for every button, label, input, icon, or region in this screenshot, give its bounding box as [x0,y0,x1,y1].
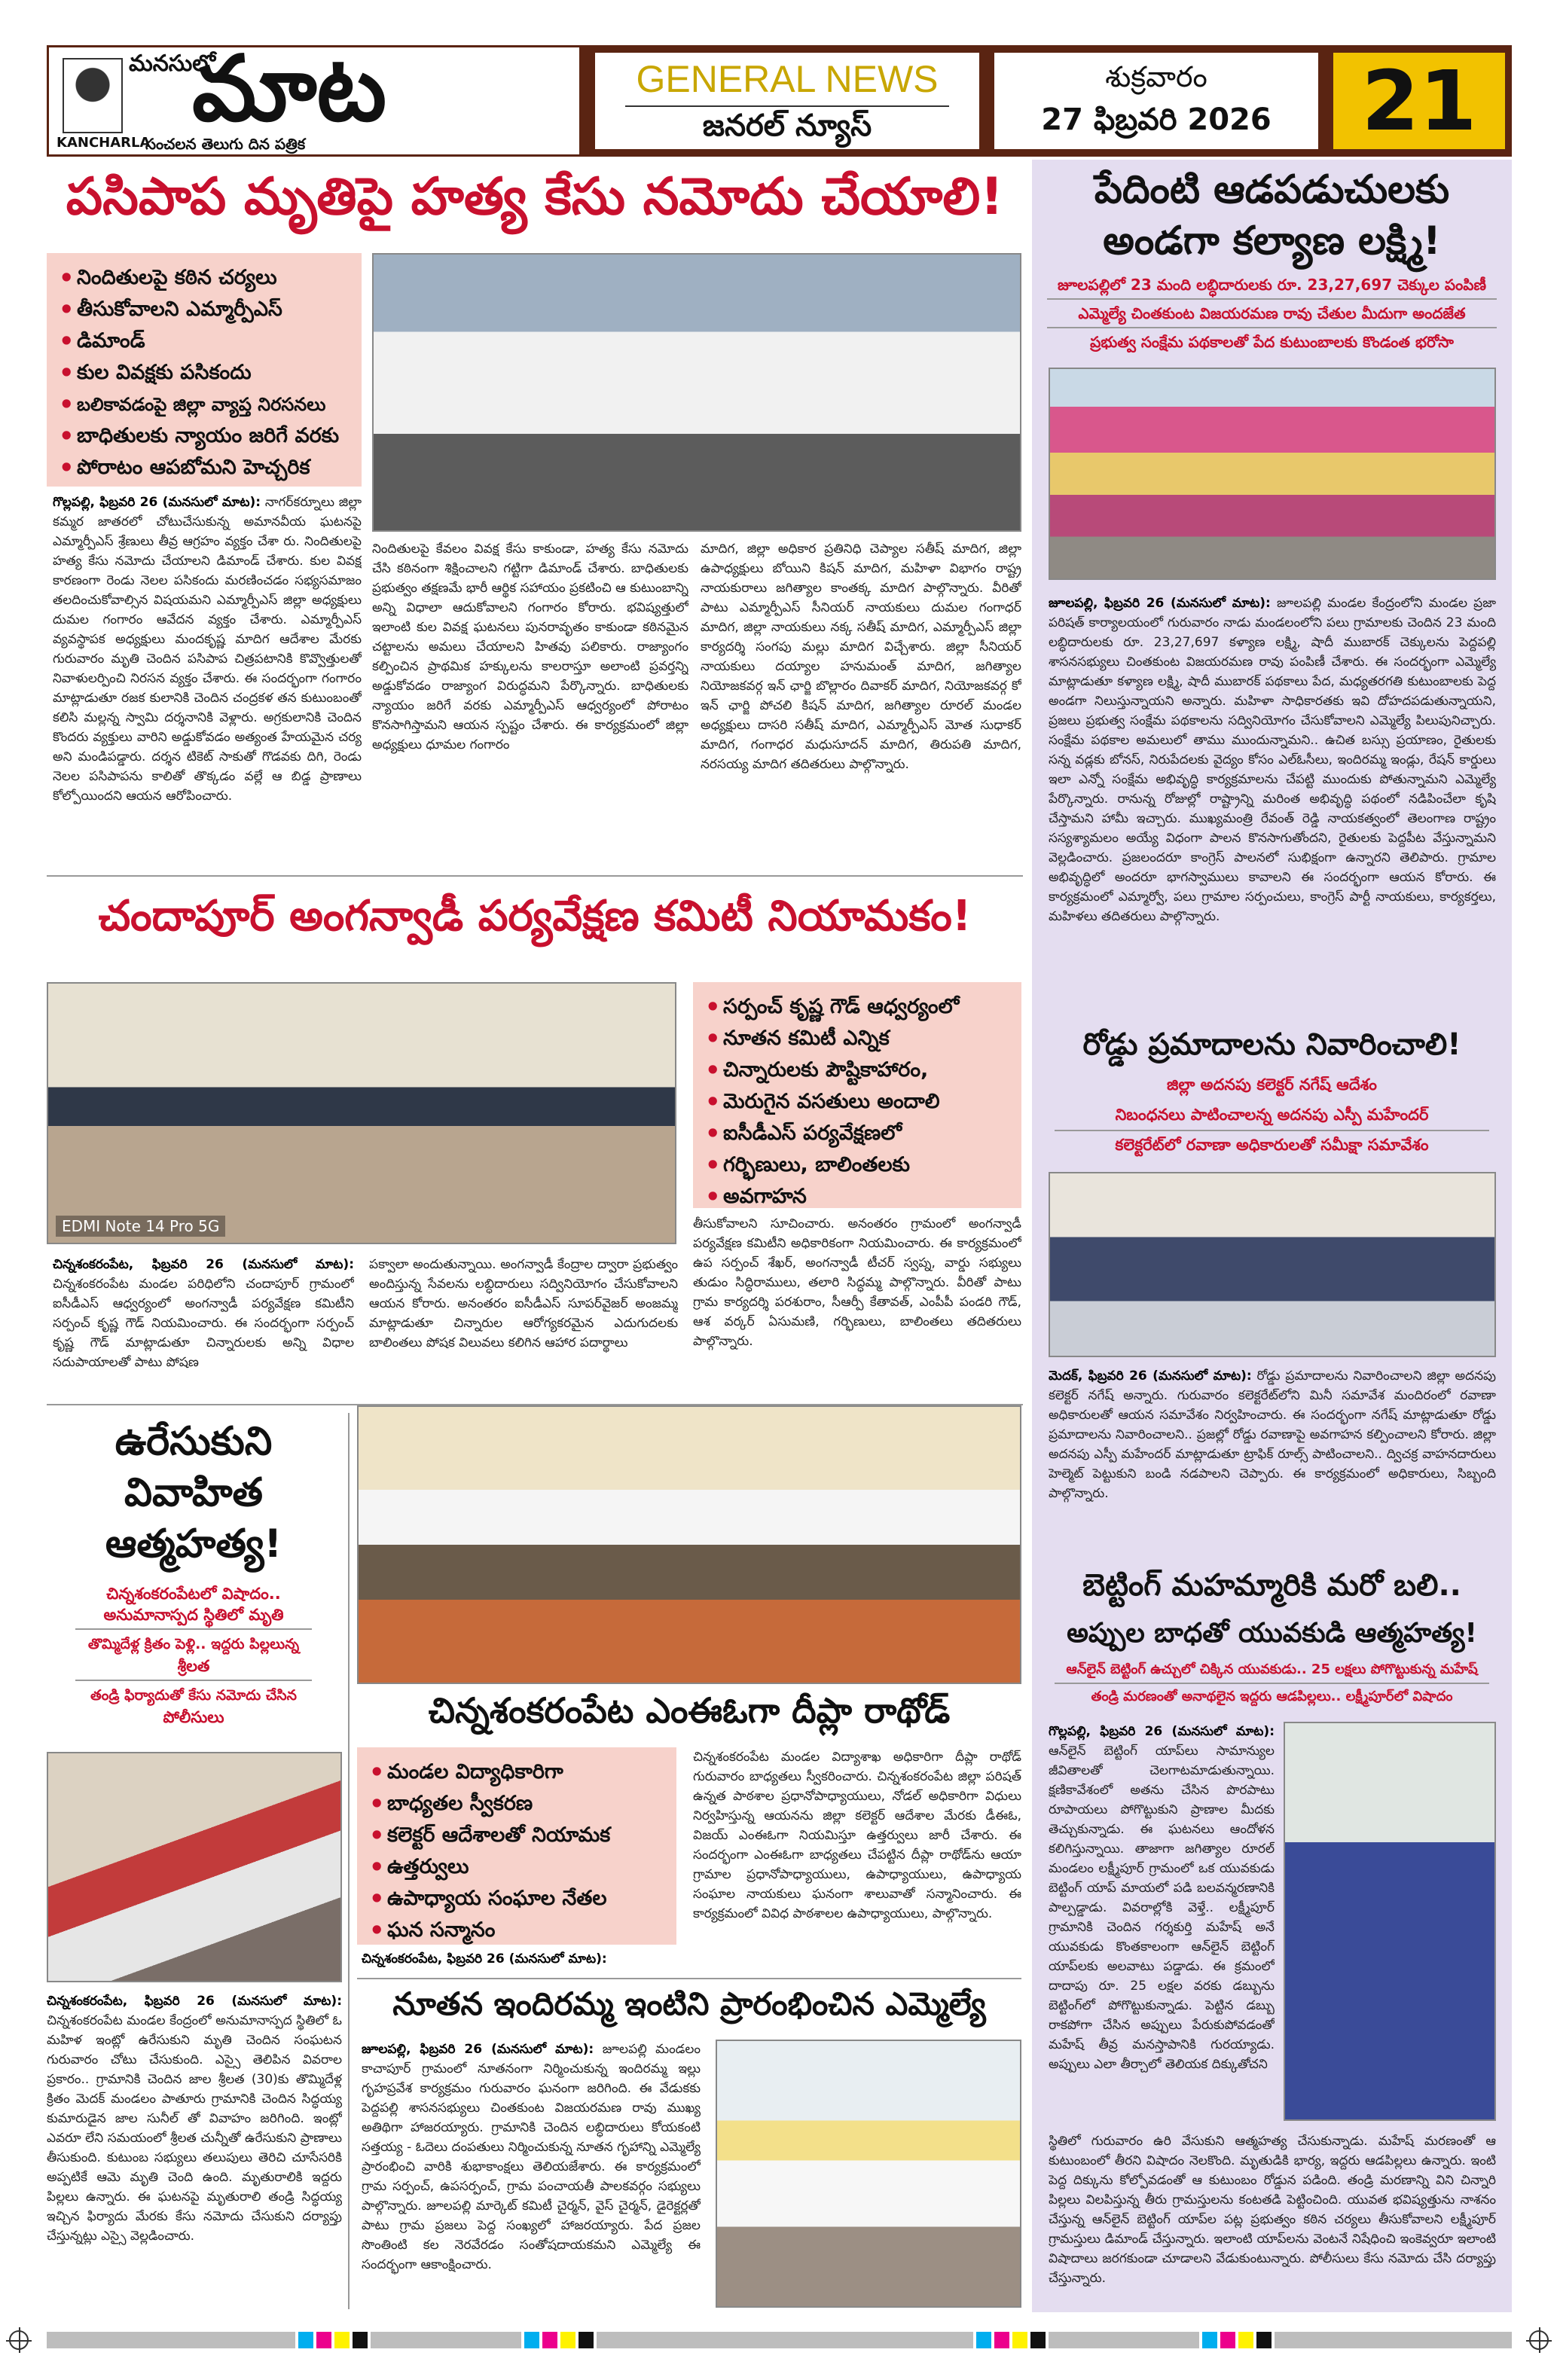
story4-dateline: మెదక్, ఫిబ్రవరి 26 (మనసులో మాట): [1049,1368,1252,1384]
story1-bullet: • నిందితులపై కఠిన చర్యలు [57,262,351,294]
story1-bullets [47,253,362,487]
story5-headline-1: ఉరేసుకుని [114,1419,273,1464]
story1-col2: నిందితులపై కేవలం వివక్ష కేసు కాకుండా, హత్య కేసు నమోదు చేసి కఠినంగా శిక్షించాలని గట్టిగా డిమాండ్ చేశారు. బాధితులకు ప్రభుత్వం తక్షణమే భారీ ఆర్థిక సహాయం ప్రకటించి ఆ కుటుంబాన్ని అన్ని విధాలా ఆదుకోవాలని గంగారం కోరారు. భవిష్యత్తులో ఇలాంటి కుల వివక్ష ఘటనలు పునరావృతం కాకుండా కఠినమైన చట్టాలను అమలు చేయాలని హితవు పలికారు. రాజ్యాంగం కల్పించిన ప్రాథమిక హక్కులను కాలరాస్తూ అలాంటి ప్రవర్తన్ని అడ్డుకోవడం రాజ్యాంగ విరుద్ధమని పేర్కొన్నారు. బాధితులకు న్యాయం జరిగే వరకు ఎమ్మార్పీఎస్ ఆధ్వర్యంలో పోరాటం కొనసాగిస్తామని ఆయన స్పష్టం చేశారు. ఈ కార్యక్రమంలో జిల్లా అధ్యక్షులు ధూమల గంగారం [372,542,688,752]
story3-photo [47,982,676,1244]
story4-body-text: రోడ్డు ప్రమాదాలను నివారించాలని జిల్లా అదనపు కలెక్టర్ నగేష్ అన్నారు. గురువారం కలెక్టరేట్‌లోని మినీ సమావేశ మందిరంలో రవాణా అధికారులతో ఆయన సమావేశం నిర్వహించారు. ఈ సందర్భంగా నగేష్ మాట్లాడుతూ రోడ్డు ప్రమాదాలను నివారించాలని.. ప్రజల్లో రోడ్డు రవాణాపై అవగాహన కల్పించాలని కోరారు. జిల్లా అదనపు ఎస్పీ మహేందర్ మాట్లాడుతూ ట్రాఫిక్ రూల్స్ పాటించాలని.. ద్విచక్ర వాహనదారులు హెల్మెట్ పెట్టుకుని బండి నడపాలని చెప్పారు. ఈ కార్యక్రమంలో అధికారులు, సిబ్బంది పాల్గొన్నారు. [1049,1368,1496,1501]
story3-col2: పక్వాలా అందుతున్నాయి. అంగన్వాడీ కేంద్రాల ద్వారా ప్రభుత్వం అందిస్తున్న సేవలను లబ్ధిదారులు సద్వినియోగం చేసుకోవాలని ఆయన కోరారు. అనంతరం ఐసీడీఎస్ సూపర్‌వైజర్ అంజమ్మ మాట్లాడుతూ చిన్నారుల ఆరోగ్యకరమైన ఎదుగుదలకు బాలింతలు పోషక విలువలు కలిగిన ఆహార పదార్థాలు [369,1257,678,1350]
story3-bullet: • ఐసీడీఎస్ పర్యవేక్షణలో [704,1118,1011,1149]
story1-bullet: • బలికావడంపై జిల్లా వ్యాప్త నిరసనలు [57,389,351,420]
story3-bullet: • సర్పంచ్ కృష్ణ గౌడ్ ఆధ్వర్యంలో [704,991,1011,1023]
story7-dateline: జూలపల్లి, ఫిబ్రవరి 26 (మనసులో మాట): [362,2042,594,2057]
story8-headline-2: అప్పుల బాధతో యువకుడి ఆత్మహత్య! [1067,1618,1477,1649]
page-number-box [1333,53,1505,149]
story2-sub3: ప్రభుత్వ సంక్షేమ పథకాలతో పేద కుటుంబాలకు కొండంత భరోసా [1090,333,1454,351]
story1-bullet: • బాధితులకు న్యాయం జరిగే వరకు [57,420,351,452]
logo-small-text: మనసులో [129,50,216,77]
story6-bullet: • మండల విద్యాధికారిగా [368,1756,666,1788]
rule-left-column [348,1413,350,2309]
color-bar-cyan-2 [524,2332,539,2348]
story1-col1-text: నాగర్‌కర్నూలు జిల్లా కమ్మర జాతరలో చోటుచేసుకున్న అమానవీయ ఘటనపై ఎమ్మార్పీఎస్ శ్రేణులు తీవ్ర ఆగ్రహం వ్యక్తం చేశా రు. నిందితులపై హత్య కేసు నమోదు చేయాలని డిమాండ్ చేశారు. కుల వివక్ష కారణంగా రెండు నెలల పసికందు మరణించడం సభ్యసమాజం తలదించుకోవాల్సిన విషయమని ఎమ్మార్పీఎస్ జిల్లా అధ్యక్షులు దుమల గంగారం ఆవేదన వ్యక్తం చేశారు. ఎమ్మార్పీఎస్ వ్యవస్థాపక అధ్యక్షులు మందకృష్ణ మాదిగ ఆదేశాల మేరకు గురువారం మృతి చెందిన పసిపాప చిత్రపటానికి కొవ్వొత్తులతో నివాళులర్పించి నిరసన వ్యక్తం చేశారు. ఈ సందర్భంగా గంగారం మాట్లాడుతూ రజక కులానికి చెందిన చంద్రకళ తన కుటుంబంతో కలిసి మల్లన్న స్వామి దర్శనానికి వెళ్లారు. అగ్రకులానికి చెందిన కొందరు వ్యక్తులు వారిని అడ్డుకోవడం అత్యంత హేయమైన చర్య అని మండిపడ్డారు. దర్శన టికెట్ సాకుతో గొడవకు దిగి, రెండు నెలల పసిపాపను కాలితో తొక్కడం వల్లే ఆ బిడ్డ ప్రాణాలు కోల్పోయిందని ఆయన ఆరోపించారు. [53,495,362,804]
story6-bullets [357,1747,676,1945]
story6-bullet: • ఘన సన్మానం [368,1915,666,1946]
story1-col1 [53,493,362,865]
story5-sub1: చిన్నశంకరంపేటలో విషాదం.. [106,1585,281,1603]
registration-mark-right [1529,2330,1549,2350]
story3-col1-text: చిన్నశంకరంపేట మండల పరిధిలోని చందాపూర్ గ్రామంలో ఐసీడీఎస్ ఆధ్వర్యంలో అంగన్వాడీ పర్యవేక్షణ కమిటీని సర్పంచ్ కృష్ణ గౌడ్ నియమించారు. ఈ సందర్భంగా సర్పంచ్ కృష్ణ గౌడ్ మాట్లాడుతూ చిన్నారులకు అన్ని విధాల సదుపాయాలతో పాటు పోషణ [53,1277,354,1370]
date-block [994,53,1318,149]
story4-sub-rule [1055,1130,1489,1131]
story2-body [1049,593,1496,1015]
story7-headline: నూతన ఇందిరమ్మ ఇంటిని ప్రారంభించిన ఎమ్మెల్యే [392,1985,986,2022]
story1-bullet: • డిమాండ్ [57,325,351,357]
story2-sub2: ఎమ్మెల్యే చింతకుంట విజయరమణ రావు చేతుల మీదుగా అందజేత [1078,304,1466,322]
story5-sub4: శ్రీలత [177,1657,210,1675]
story3-dateline: చిన్నశంకరంపేట, ఫిబ్రవరి 26 (మనసులో మాట): [53,1257,354,1272]
color-bar-black-4 [1256,2332,1272,2348]
story3-col3: తీసుకోవాలని సూచించారు. అనంతరం గ్రామంలో అంగన్వాడీ పర్యవేక్షణ కమిటీని అధికారికంగా నియమించారు. ఈ కార్యక్రమంలో ఉప సర్పంచ్ శేఖర్, అంగన్వాడీ టీచర్ స్వప్న, వార్డు సభ్యులు తుడుం సిద్ధిరాములు, తలారి సిద్ధమ్మ పాల్గొన్నారు. వీరితో పాటు గ్రామ కార్యదర్శి పరశురాం, సీఆర్పీ కేతావత్, ఎంపీపీ పండరి గౌడ్, ఆశ వర్కర్ ఏసుమణి, గర్భిణులు, బాలింతలు తదితరులు పాల్గొన్నారు. [693,1216,1021,1349]
story5-sub2: అనుమానాస్పద స్థితిలో మృతి [103,1606,284,1624]
story3-bullet: • మెరుగైన వసతులు అందాలి [704,1086,1011,1118]
story4-sub1: జిల్లా అదనపు కలెక్టర్ నగేష్ ఆదేశం [1167,1076,1377,1094]
page-number: 21 [1361,53,1477,149]
color-bar-yellow [334,2332,350,2348]
story8-portrait-photo [1284,1722,1496,2121]
story7-body-text: జూలపల్లి మండలం కాచాపూర్ గ్రామంలో నూతనంగా నిర్మించుకున్న ఇందిరమ్మ ఇల్లు గృహప్రవేశ కార్యక్రమం గురువారం ఘనంగా జరిగింది. ఈ వేడుకకు పెద్దపల్లి శాసనసభ్యులు చింతకుంట విజయరమణ రావు ముఖ్య అతిథిగా హాజరయ్యారు. గ్రామానికి చెందిన లబ్ధిదారులు కోయకంటి సత్తయ్య - ఓదెలు దంపతులు నిర్మించుకున్న నూతన గృహాన్ని ఎమ్మెల్యే ప్రారంభించి వారికి శుభాకాంక్షలు తెలియజేశారు. ఈ కార్యక్రమంలో గ్రామ సర్పంచ్, ఉపసర్పంచ్, గ్రామ పంచాయతీ పాలకవర్గం సభ్యులు పాల్గొన్నారు. జూలపల్లి మార్కెట్ కమిటీ చైర్మన్, వైస్ చైర్మన్, డైరెక్టర్లతో పాటు గ్రామ ప్రజలు పెద్ద సంఖ్యలో హాజరయ్యారు. పేద ప్రజల సొంతింటి కల నెరవేరడం సంతోషదాయకమని ఎమ్మెల్యే ఈ సందర్భంగా ఆకాంక్షించారు. [362,2042,701,2272]
color-bar-cyan-3 [976,2332,991,2348]
story8-sub-rule [1055,1683,1489,1684]
story1-col3: మాదిగ, జిల్లా అధికార ప్రతినిధి చెప్యాల సతీష్ మాదిగ, జిల్లా ఉపాధ్యక్షులు బోయిని కిషన్ మాదిగ, మహిళా విభాగం రాష్ట్ర నాయకురాలు జగిత్యాల కాంతక్క మాదిగ పాల్గొన్నారు. వీరితో పాటు ఎమ్మార్పీఎస్ సీనియర్ నాయకులు దుమల గంగాధర్ మాదిగ, జిల్లా నాయకులు నక్క సతీష్ మాదిగ, ఎమ్మార్పీఎస్ జిల్లా కార్యదర్శి సంగపు మల్లు మాదిగ విచ్చేశారు. జిల్లా సీనియర్ నాయకులు దయ్యాల హనుమంత్ మాదిగ, జగిత్యాల నియోజకవర్గ ఇన్ ఛార్జి బొల్లారం దివాకర్ మాదిగ, నియోజకవర్గ కో ఇన్ ఛార్జి పోచలి కిషన్ మాదిగ, జగిత్యాల రూరల్ మండల అధ్యక్షులు దాసరి సతీష్ మాదిగ, ఎమ్మార్పీఎస్ మోత సుధాకర్ మాదిగ, గంగాధర మధుసూదన్ మాదిగ, తిరుపతి మాదిగ, నరసయ్య మాదిగ తదితరులు పాల్గొన్నారు. [701,542,1021,772]
logo-main-text: మాట [192,37,387,142]
story3-headline: చందాపూర్ అంగన్వాడీ పర్యవేక్షణ కమిటీ నియామకం! [98,892,972,941]
story8-body-narrow-text: ఆన్‌లైన్ బెట్టింగ్ యాప్‌లు సామాన్యుల జీవితాలతో చెలగాటమాడుతున్నాయి. క్షణికావేశంలో అతను చేసిన పొరపాటు రూపాయలు పోగొట్టుకుని ప్రాణాల మీదకు తెచ్చుకున్నాడు. ఈ ఘటనలు ఆందోళన కలిగిస్తున్నాయి. తాజాగా జగిత్యాల రూరల్ మండలం లక్ష్మీపూర్ గ్రామంలో ఒక యువకుడు బెట్టింగ్ యాప్ మాయలో పడి బలవన్మరణానికి పాల్పడ్డాడు. వివరాల్లోకి వెళ్తే.. లక్ష్మీపూర్ గ్రామానికి చెందిన గర్శకుర్తి మహేష్ అనే యువకుడు కొంతకాలంగా ఆన్‌లైన్ బెట్టింగ్ యాప్‌లకు అలవాటు పడ్డాడు. ఈ క్రమంలో దాదాపు రూ. 25 లక్షల వరకు డబ్బును బెట్టింగ్‌లో పోగొట్టుకున్నాడు. పెట్టిన డబ్బు రాకపోగా చేసిన అప్పులు పేరుకుపోవడంతో మహేష్ తీవ్ర మనస్తాపానికి గురయ్యాడు. అప్పులు ఎలా తీర్చాలో తెలియక దిక్కుతోచని [1049,1744,1275,2072]
story1-bullet: • కుల వివక్షకు పసికందు [57,357,351,389]
color-bar-magenta [316,2332,331,2348]
story2-headline-2: అండగా కల్యాణ లక్ష్మి! [1103,218,1441,264]
story1-dateline: గొల్లపల్లి, ఫిబ్రవరి 26 (మనసులో మాట): [53,495,261,510]
story4-headline: రోడ్డు ప్రమాదాలను నివారించాలి! [1082,1027,1461,1062]
story7-body [362,2040,701,2308]
color-bar-gray-3 [597,2332,973,2348]
story5-headline-3: ఆత్మహత్య! [105,1521,282,1567]
color-bar-black [353,2332,368,2348]
color-bar-yellow-4 [1238,2332,1253,2348]
section-title-en: GENERAL NEWS [636,58,939,100]
story8-body-wide: స్థితిలో గురువారం ఉరి వేసుకుని ఆత్మహత్య చేసుకున్నాడు. మహేష్ మరణంతో ఆ కుటుంబంలో తీరని విషాదం నెలకొంది. మృతుడికి భార్య, ఇద్దరు ఆడపిల్లలు ఉన్నారు. ఇంటి పెద్ద దిక్కును కోల్పోవడంతో ఆ కుటుంబం రోడ్డున పడింది. తండ్రి మరణాన్ని విని చిన్నారి పిల్లలు విలపిస్తున్న తీరు గ్రామస్తులను కంటతడి పెట్టించింది. యువత భవిష్యత్తును నాశనం చేస్తున్న ఆన్‌లైన్ బెట్టింగ్ యాప్‌ల పట్ల ప్రభుత్వం కఠిన చర్యలు తీసుకోవాలని లక్ష్మీపూర్ గ్రామస్తులు డిమాండ్ చేస్తున్నారు. ఇలాంటి యాప్‌లను వెంటనే నిషేధించి ఇంకెవ్వరూ ఇలాంటి విషాదాలు జరగకుండా చూడాలని వేడుకుంటున్నారు. పోలీసులు కేసు నమోదు చేసి దర్యాప్తు చేస్తున్నారు. [1049,2134,1496,2286]
story1-bullet: • తీసుకోవాలని ఎమ్మార్పీఎస్ [57,294,351,325]
section-title-te: జనరల్ న్యూస్ [702,108,872,143]
date-text: 27 ఫిబ్రవరి 2026 [1041,102,1272,137]
story3-bullet: • గర్భిణులు, బాలింతలకు [704,1149,1011,1181]
story6-bullet: • ఉత్తర్వులు [368,1851,666,1883]
color-bar-gray-4 [1049,2332,1199,2348]
color-bar-cyan [298,2332,313,2348]
story1-bullet: • పోరాటం ఆపబోమని హెచ్చరిక [57,452,351,484]
story2-photo [1049,368,1496,580]
color-bar-magenta-3 [994,2332,1009,2348]
story3-bullet: • అవగాహన [704,1181,1011,1213]
story6-headline: చిన్నశంకరంపేట ఎంఈఓగా దీప్లా రాథోడ్ [428,1690,951,1731]
color-bar-magenta-2 [542,2332,557,2348]
story4-body [1049,1366,1496,1555]
story4-sub3: కలెక్టరేట్‌లో రవాణా అధికారులతో సమీక్షా సమావేశం [1115,1136,1429,1154]
story3-photo-caption: EDMI Note 14 Pro 5G [56,1216,225,1237]
rule-story6-bottom [357,1978,1021,1979]
story5-body [47,1991,342,2308]
story3-bullet: • నూతన కమిటీ ఎన్నిక [704,1023,1011,1054]
color-bar-black-3 [1030,2332,1046,2348]
story8-sub1: ఆన్‌లైన్ బెట్టింగ్ ఉచ్చులో చిక్కిన యువకుడు.. 25 లక్షలు పోగొట్టుకున్న మహేష్ [1066,1661,1478,1677]
color-bar-gray-5 [1275,2332,1512,2348]
story5-photo [47,1752,342,1982]
story2-sub-rule-1 [1047,298,1497,300]
story5-sub5: తండ్రి ఫిర్యాదుతో కేసు నమోదు చేసిన [90,1687,297,1704]
story1-headline: పసిపాప మృతిపై హత్య కేసు నమోదు చేయాలి! [66,167,1004,227]
story3-bullet: • చిన్నారులకు పౌష్టికాహారం, [704,1054,1011,1086]
story5-sub-rule-2 [75,1680,312,1681]
logo-block [47,37,582,157]
color-bar-gray-1 [47,2332,295,2348]
registration-mark-left [9,2330,29,2350]
logo-tagline: సంచలన తెలుగు దిన పత్రిక [145,135,306,153]
color-bar-yellow-3 [1012,2332,1027,2348]
story5-sub-rule-1 [75,1628,312,1630]
color-bar-gray-2 [371,2332,521,2348]
story6-dateline-block [362,1949,673,1973]
color-bar-magenta-4 [1220,2332,1235,2348]
story8-dateline: గొల్లపల్లి, ఫిబ్రవరి 26 (మనసులో మాట): [1049,1724,1275,1739]
story2-sub1: జూలపల్లిలో 23 మంది లబ్ధిదారులకు రూ. 23,27,697 చెక్కుల పంపిణీ [1058,276,1486,294]
color-bar-yellow-2 [560,2332,575,2348]
story1-photo [372,253,1021,532]
rule-story1-bottom [47,875,1023,877]
story2-body-text: జూలపల్లి మండల కేంద్రంలోని మండల ప్రజా పరిషత్ కార్యాలయంలో గురువారం నాడు మండలంలోని పలు గ్రామాలకు చెందిన 23 మంది లబ్ధిదారులకు రూ. 23,27,697 కళ్యాణ లక్ష్మి, షాదీ ముబారక్ చెక్కులను పెద్దపల్లి శాసనసభ్యులు చింతకుంట విజయరమణ రావు పంపిణీ చేశారు. ఈ సందర్భంగా ఎమ్మెల్యే మాట్లాడుతూ కళ్యాణ లక్ష్మి, షాదీ ముబారక్ పథకాలు పేద, మధ్యతరగతి కుటుంబాలకు పెద్ద అండగా నిలుస్తున్నాయని అన్నారు. మహిళా సాధికారతకు ఇవి దోహదపడుతున్నాయని, ప్రజలు ప్రభుత్వ సంక్షేమ పథకాలను సద్వినియోగం చేసుకోవాలని ఎమ్మెల్యే పిలుపునిచ్చారు. సంక్షేమ పథకాల అమలులో తాము ముందున్నామని.. ఉచిత బస్సు ప్రయాణం, రైతులకు సన్న వడ్లకు బోనస్, నిరుపేదలకు వైద్యం కోసం ఎల్ఓసీలు, ఇందిరమ్మ ఇండ్లు, రేషన్ కార్డులు ఇలా ఎన్నో సంక్షేమ అభివృద్ధి కార్యక్రమాలను చేపట్టి ముందుకు పోతున్నామని ఎమ్మెల్యే పేర్కొన్నారు. రానున్న రోజుల్లో రాష్ట్రాన్ని మరింత అభివృద్ధి పథంలో నడిపించేలా కృషి చేస్తామని హామీ ఇచ్చారు. ముఖ్యమంత్రి రేవంత్ రెడ్డి నాయకత్వంలో తెలంగాణ రాష్ట్రం సస్యశ్యామలం అయ్యే విధంగా పాలన కొనసాగుతోందని, రైతులకు పెద్దపీట వేస్తున్నామని వెల్లడించారు. ప్రజలందరూ కాంగ్రెస్ పాలనలో సుభిక్షంగా ఉన్నారని తెలిపారు. గ్రామాల అభివృద్ధిలో అందరూ భాగస్వాములు కావాలని ఈ సందర్భంగా ఆయన కోరారు. ఈ కార్యక్రమంలో ఎమ్మార్వో, పలు గ్రామాల సర్పంచులు, కాంగ్రెస్ పార్టీ నాయకులు, కార్యకర్తలు, మహిళలు తదితరులు పాల్గొన్నారు. [1049,596,1496,924]
story5-sub3: తొమ్మిదేళ్ల క్రితం పెళ్లి.. ఇద్దరు పిల్లలున్న [87,1636,300,1652]
story6-bullet: • ఉపాధ్యాయ సంఘాల నేతల [368,1883,666,1915]
story5-body-text: చిన్నశంకరంపేట మండల కేంద్రంలో అనుమానాస్పద స్థితిలో ఓ మహిళ ఇంట్లో ఉరేసుకుని మృతి చెందిన సంఘటన గురువారం చోటు చేసుకుంది. ఎస్సై తెలిపిన వివరాల ప్రకారం.. గ్రామానికి చెందిన జాల శ్రీలత (30)కు తొమ్మిదేళ్ల క్రితం మెదక్ మండలం పాతూరు గ్రామానికి చెందిన సిద్ధయ్య కుమారుడైన జాల సునీల్ తో వివాహం జరిగింది. ఇంట్లో ఎవరూ లేని సమయంలో శ్రీలత చున్నీతో ఉరేసుకుని ప్రాణాలు తీసుకుంది. కుటుంబ సభ్యులు తలుపులు తెరిచి చూసేసరికి అప్పటికే ఆమె మృతి చెంది ఉంది. మృతురాలికి ఇద్దరు పిల్లలు ఉన్నారు. ఈ ఘటనపై మృతురాలి తండ్రి సిద్ధయ్య ఇచ్చిన ఫిర్యాదు మేరకు కేసు నమోదు చేసుకుని దర్యాప్తు చేస్తున్నట్లు ఎస్సై వెల్లడించారు. [47,2013,342,2244]
logo-brand: KANCHARLA [56,135,151,151]
story3-bullets [693,982,1021,1208]
story2-dateline: జూలపల్లి, ఫిబ్రవరి 26 (మనసులో మాట): [1049,596,1271,611]
story5-headline-2: వివాహిత [124,1470,264,1515]
logo-portrait [63,58,123,133]
story6-bullet: • కలెక్టర్ ఆదేశాలతో నియామక [368,1820,666,1851]
section-divider [625,105,949,107]
story6-photo [357,1405,1021,1684]
color-bar-black-2 [579,2332,594,2348]
story2-headline: పేదింటి ఆడపడుచులకు [1094,167,1450,212]
story6-dateline: చిన్నశంకరంపేట, ఫిబ్రవరి 26 (మనసులో మాట): [362,1951,607,1967]
story8-sub2: తండ్రి మరణంతో అనాథలైన ఇద్దరు ఆడపిల్లలు.. లక్ష్మీపూర్‌లో విషాదం [1091,1689,1453,1704]
story5-dateline: చిన్నశంకరంపేట, ఫిబ్రవరి 26 (మనసులో మాట): [47,1994,342,2009]
story5-sub6: పోలీసులు [163,1708,224,1726]
story6-body: చిన్నశంకరంపేట మండల విద్యాశాఖ అధికారిగా దీప్లా రాథోడ్ గురువారం బాధ్యతలు స్వీకరించారు. చిన్నశంకరంపేట జిల్లా పరిషత్ ఉన్నత పాఠశాల ప్రధానోపాధ్యాయులు, నోడల్ అధికారిగా విధులు నిర్వహిస్తున్న ఆయనను జిల్లా కలెక్టర్ ఆదేశాల మేరకు డీఈఓ, విజయ్ ఎంఈఓగా నియమిస్తూ ఉత్తర్వులు జారీ చేశారు. ఈ సందర్భంగా ఎంఈఓగా బాధ్యతలు చేపట్టిన దీప్లా రాథోడ్‌ను ఆయా గ్రామాల ప్రధానోపాధ్యాయులు, ఉపాధ్యాయులు, ఉపాధ్యాయ సంఘాల నాయకులు ఘనంగా శాలువాతో సన్మానించారు. ఈ కార్యక్రమంలో వివిధ పాఠశాలల ఉపాధ్యాయులు, పాల్గొన్నారు. [693,1750,1021,1921]
story4-sub2: నిబంధనలు పాటించాలన్న అదనపు ఎస్పీ మహేందర్ [1115,1106,1429,1124]
day-text: శుక్రవారం [1105,60,1207,93]
story8-body-narrow [1049,1722,1275,2106]
story4-photo [1049,1172,1496,1357]
story7-photo [716,2040,1021,2308]
color-bar-cyan-4 [1202,2332,1217,2348]
story8-headline: బెట్టింగ్ మహమ్మారికి మరో బలి.. [1082,1568,1461,1603]
section-block [595,53,979,149]
story2-sub-rule-2 [1047,327,1497,328]
story6-bullet: • బాధ్యతల స్వీకరణ [368,1788,666,1820]
story3-col1 [53,1255,354,1398]
